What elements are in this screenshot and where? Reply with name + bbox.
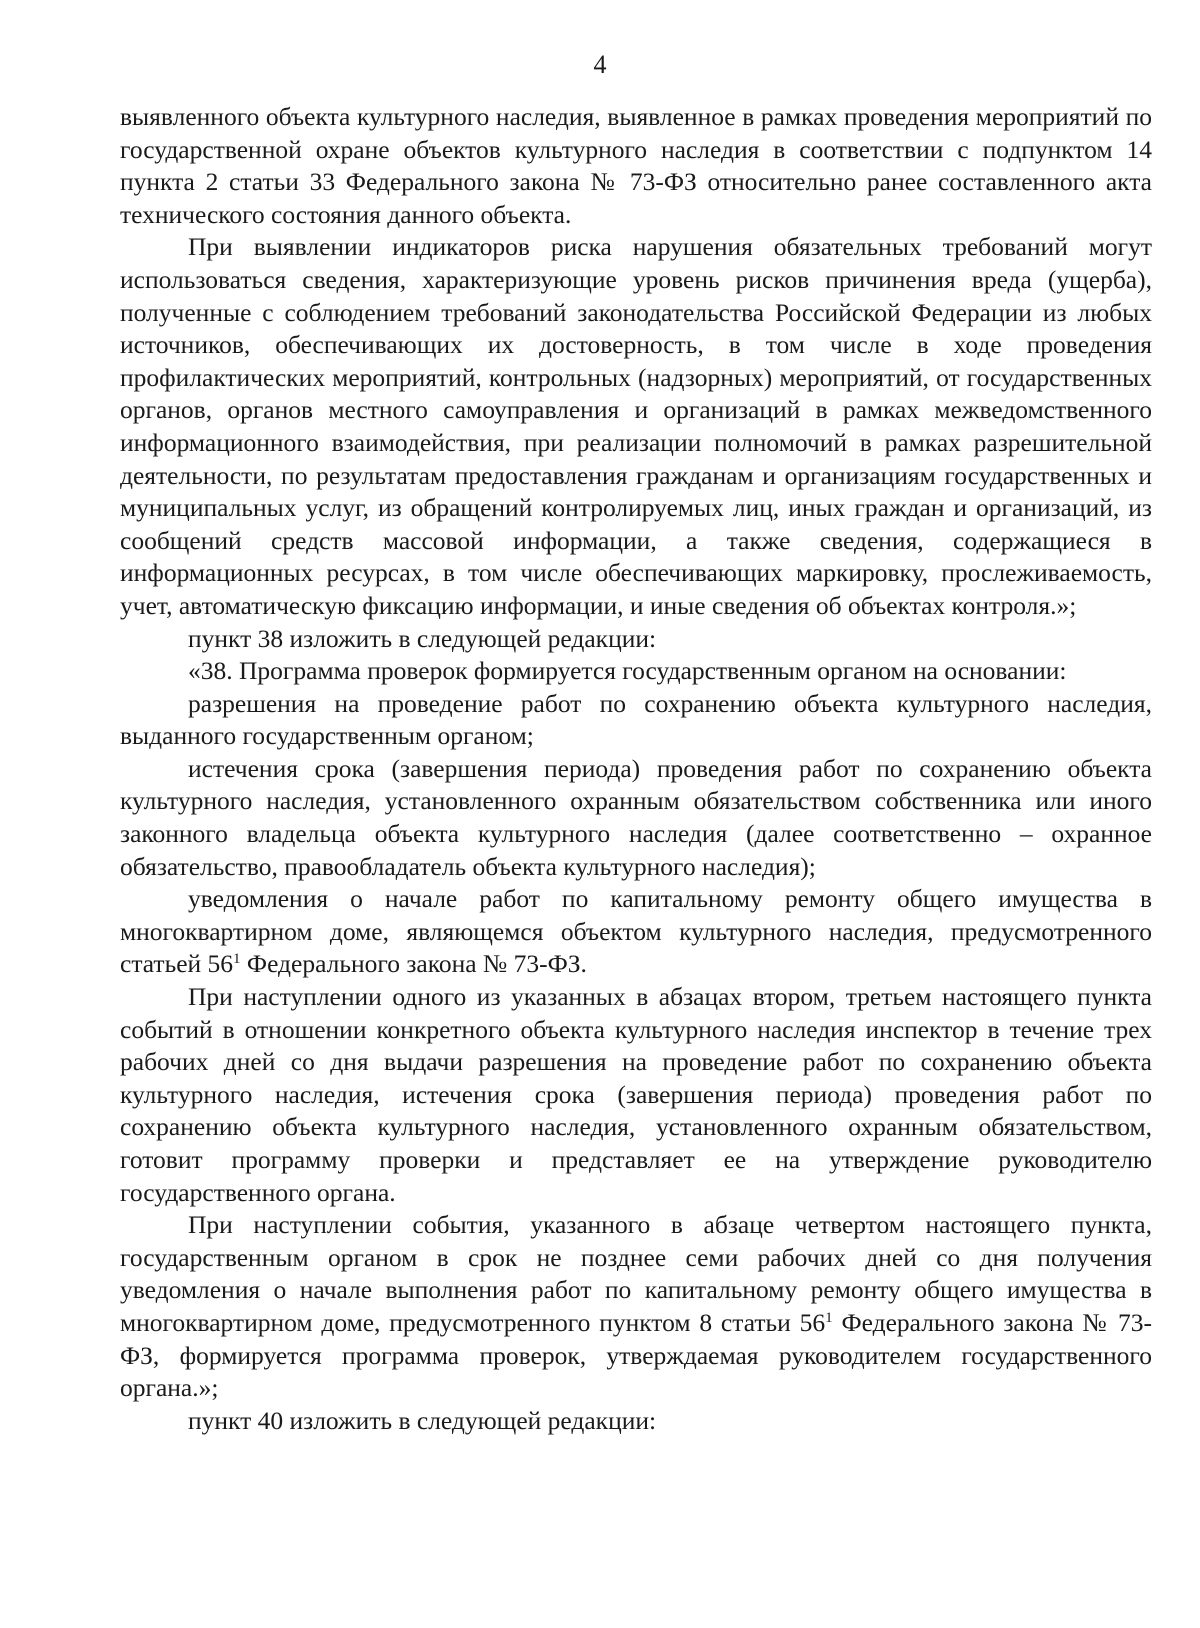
superscript-index: 1 <box>825 1309 833 1326</box>
paragraph-item-40-intro: пункт 40 изложить в следующей редакции: <box>188 1405 657 1435</box>
paragraph-continuation: выявленного объекта культурного наследия, выявленное в рамках проведения мероприятий по государственной охране объектов культурного наследия в соответствии с подпунктом 14 пункта 2 статьи 33 Федерального закона № 73-ФЗ относительно ранее составленного акта технического состояния данного объекта. <box>120 102 1152 229</box>
paragraph-notification-procedure <box>120 1209 1152 1405</box>
paragraph-permit-basis: разрешения на проведение работ по сохранению объекта культурного наследия, выданного государственным органом; <box>120 688 1152 751</box>
page-number: 4 <box>593 50 607 79</box>
paragraph-item-38: «38. Программа проверок формируется государственным органом на основании: <box>188 656 1067 686</box>
superscript-index: 1 <box>233 951 241 968</box>
paragraph-text-part: Федерального закона № 73-ФЗ. <box>240 949 587 979</box>
paragraph-text-part: уведомления о начале работ по капитальному ремонту общего имущества в многоквартирном доме, являющемся объектом культурного наследия, предусмотренного статьей 56 <box>120 884 1152 979</box>
paragraph-notification-basis <box>120 883 1152 981</box>
paragraph-item-38-intro: пункт 38 изложить в следующей редакции: <box>188 623 657 653</box>
paragraph-term-expiry-basis: истечения срока (завершения периода) проведения работ по сохранению объекта культурного наследия, установленного охранным обязательством собственника или иного законного владельца объекта культурного наследия (далее соответственно – охранное обязательство, правообладатель объекта культурного наследия); <box>120 753 1152 881</box>
document-body <box>120 101 1152 1437</box>
paragraph-inspector-procedure: При наступлении одного из указанных в абзацах втором, третьем настоящего пункта событий в отношении конкретного объекта культурного наследия инспектор в течение трех рабочих дней со дня выдачи разрешения на проведение работ по сохранению объекта культурного наследия, истечения срока (завершения периода) проведения работ по сохранению объекта культурного наследия, установленного охранным обязательством, готовит программу проверки и представляет ее на утверждение руководителю государственного органа. <box>120 982 1152 1207</box>
paragraph-text-part: Федерального закона № 73-ФЗ, формируется программа проверок, утверждаемая руководителем государственного органа.»; <box>120 1307 1153 1403</box>
paragraph-text-part: При наступлении события, указанного в абзаце четвертом настоящего пункта, государственным органом в срок не позднее семи рабочих дней со дня получения уведомления о начале выполнения работ по капитальному ремонту общего имущества в многоквартирном доме, предусмотренного пунктом 8 статьи 56 <box>120 1210 1152 1337</box>
paragraph-risk-indicators: При выявлении индикаторов риска нарушения обязательных требований могут использоваться сведения, характеризующие уровень рисков причинения вреда (ущерба), полученные с соблюдением требований законодательства Российской Федерации из любых источников, обеспечивающих их достоверность, в том числе в ходе проведения профилактических мероприятий, контрольных (надзорных) мероприятий, от государственных органов, органов местного самоуправления и организаций в рамках межведомственного информационного взаимодействия, при реализации полномочий в рамках разрешительной деятельности, по результатам предоставления гражданам и организациям государственных и муниципальных услуг, из обращений контролируемых лиц, иных граждан и организаций, из сообщений средств массовой информации, а также сведения, содержащиеся в информационных ресурсах, в том числе обеспечивающих маркировку, прослеживаемость, учет, автоматическую фиксацию информации, и иные сведения об объектах контроля.»; <box>120 232 1152 620</box>
